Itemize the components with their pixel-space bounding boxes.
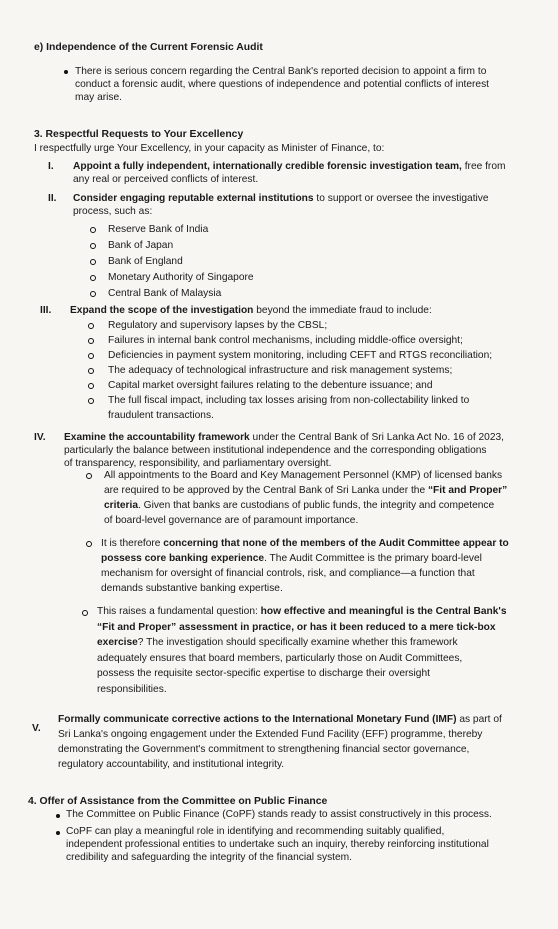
item-iv-sub-a: All appointments to the Board and Key Management Personnel (KMP) of licensed banks are required to be approved by the Central Bank of Sri Lanka under the “Fit and Proper” criteria. Given that banks are custodians of public funds, the integrity and competence of board-level governance are of paramount importance. <box>104 470 508 526</box>
circle-bullet-icon <box>86 541 92 547</box>
circle-bullet-icon <box>88 338 94 344</box>
item-iii-numeral: III. <box>40 305 52 316</box>
section-4-title: 4. Offer of Assistance from the Committee on Public Finance <box>28 796 328 807</box>
list-item: Reserve Bank of India <box>108 224 209 235</box>
list-item: Monetary Authority of Singapore <box>108 272 254 283</box>
bullet-icon <box>56 831 60 835</box>
list-item: Bank of Japan <box>108 240 174 251</box>
item-v-numeral: V. <box>32 723 41 734</box>
item-iv: Examine the accountability framework under the Central Bank of Sri Lanka Act No. 16 of 2023, particularly the balance between institutional independence and the corresponding obligations of transparency, responsibility, and parliamentary oversight. <box>64 432 504 470</box>
list-item: Regulatory and supervisory lapses by the CBSL; <box>108 320 328 331</box>
list-item: Capital market oversight failures relating to the debenture issuance; and <box>108 380 433 391</box>
circle-bullet-icon <box>90 275 96 281</box>
section-4-bullet-2: CoPF can play a meaningful role in identifying and recommending suitably qualified, independent professional entities to undertake such an inquiry, thereby reinforcing institutional credibility and safeguarding the integrity of the financial system. <box>66 826 489 864</box>
bullet-icon <box>56 814 60 818</box>
section-e-title: e) Independence of the Current Forensic Audit <box>34 42 263 53</box>
circle-bullet-icon <box>90 227 96 233</box>
item-v: Formally communicate corrective actions to the International Monetary Fund (IMF) as part of Sri Lanka's ongoing engagement under the Extended Fund Facility (EFF) programme, thereby demonstrating the Government's commitment to strengthening financial sector governance, regulatory accountability, and institutional integrity. <box>58 714 502 770</box>
section-3-title: 3. Respectful Requests to Your Excellency <box>34 129 244 140</box>
list-item: The full fiscal impact, including tax losses arising from non-collectability linked to <box>108 395 470 406</box>
item-iv-numeral: IV. <box>34 432 46 443</box>
section-3-intro: I respectfully urge Your Excellency, in your capacity as Minister of Finance, to: <box>34 143 385 154</box>
circle-bullet-icon <box>82 610 88 616</box>
circle-bullet-icon <box>88 323 94 329</box>
circle-bullet-icon <box>88 398 94 404</box>
list-item: Bank of England <box>108 256 183 267</box>
circle-bullet-icon <box>90 291 96 297</box>
circle-bullet-icon <box>88 353 94 359</box>
item-iv-sub-b: It is therefore concerning that none of the members of the Audit Committee appear to possess core banking experience. The Audit Committee is the primary board-level mechanism for oversight of financial controls, risk, and compliance—a function that demands substantive banking expertise. <box>101 538 509 594</box>
item-iv-sub-c: This raises a fundamental question: how effective and meaningful is the Central Bank's “Fit and Proper” assessment in practice, or has it been reduced to a mere tick-box exercise? The investigation should specifically examine whether this framework adequately ensures that board members, particularly those on Audit Committees, possess the requisite sector-specific expertise to discharge their oversight responsibilities. <box>97 606 507 695</box>
item-ii-numeral: II. <box>48 193 57 204</box>
list-item: fraudulent transactions. <box>108 410 214 421</box>
list-item: Central Bank of Malaysia <box>108 288 222 299</box>
list-item: The adequacy of technological infrastructure and risk management systems; <box>108 365 453 376</box>
circle-bullet-icon <box>88 383 94 389</box>
item-i-numeral: I. <box>48 161 54 172</box>
circle-bullet-icon <box>86 473 92 479</box>
item-ii: Consider engaging reputable external institutions to support or oversee the investigative process, such as: <box>73 193 489 218</box>
section-e-bullet: There is serious concern regarding the Central Bank's reported decision to appoint a firm to conduct a forensic audit, where questions of independence and potential conflicts of interest may arise. <box>75 66 489 104</box>
item-iii: Expand the scope of the investigation beyond the immediate fraud to include: <box>70 305 432 316</box>
circle-bullet-icon <box>90 259 96 265</box>
bullet-icon <box>64 70 68 74</box>
list-item: Failures in internal bank control mechanisms, including middle-office oversight; <box>108 335 463 346</box>
section-4-bullet-1: The Committee on Public Finance (CoPF) stands ready to assist constructively in this process. <box>66 809 492 820</box>
circle-bullet-icon <box>90 243 96 249</box>
item-i: Appoint a fully independent, internationally credible forensic investigation team, free from any real or perceived conflicts of interest. <box>73 161 506 186</box>
list-item: Deficiencies in payment system monitoring, including CEFT and RTGS reconciliation; <box>108 350 493 361</box>
circle-bullet-icon <box>88 368 94 374</box>
